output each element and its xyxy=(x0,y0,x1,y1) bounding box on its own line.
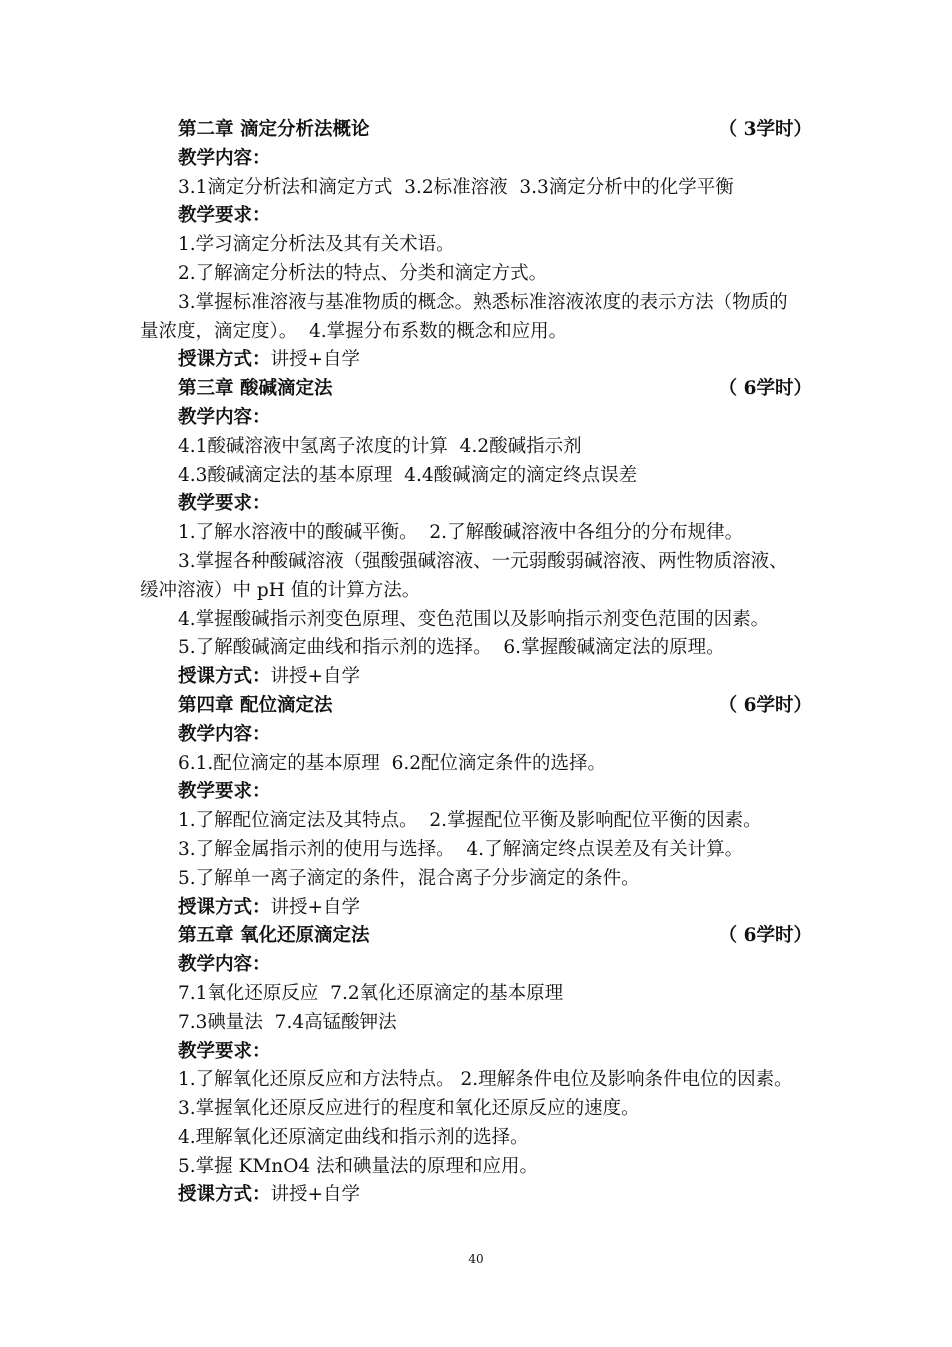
requirement-item: 4.掌握酸碱指示剂变色原理、变色范围以及影响指示剂变色范围的因素。 xyxy=(178,608,770,630)
requirement-item: 5.掌握 KMnO4 法和碘量法的原理和应用。 xyxy=(178,1155,539,1177)
requirement-item: 1.了解配位滴定法及其特点。 2.掌握配位平衡及影响配位平衡的因素。 xyxy=(178,810,762,832)
chapter-title: 第五章 氧化还原滴定法 xyxy=(178,925,370,947)
chapter-title: 第二章 滴定分析法概论 xyxy=(178,119,370,140)
teaching-method-value: 讲授+自学 xyxy=(270,1184,361,1206)
teaching-requirements-label: 教学要求： xyxy=(178,493,271,515)
requirement-item: 5.了解酸碱滴定曲线和指示剂的选择。 6.掌握酸碱滴定法的原理。 xyxy=(178,637,725,659)
requirement-item: 3.掌握氧化还原反应进行的程度和氧化还原反应的速度。 xyxy=(178,1098,640,1120)
chapter-heading xyxy=(140,375,812,404)
requirement-item: 3.掌握标准溶液与基准物质的概念。熟悉标准溶液浓度的表示方法（物质的 xyxy=(178,291,788,313)
teaching-requirements-label: 教学要求： xyxy=(178,205,271,227)
requirement-item: 2.了解滴定分析法的特点、分类和滴定方式。 xyxy=(178,262,548,284)
teaching-method-value: 讲授+自学 xyxy=(270,896,361,918)
chapter-title: 第三章 酸碱滴定法 xyxy=(178,378,333,400)
content-item: 3.1滴定分析法和滴定方式 3.2标准溶液 3.3滴定分析中的化学平衡 xyxy=(178,176,734,198)
chapter-heading xyxy=(140,692,812,721)
chapter-hours: （ 6学时） xyxy=(718,378,812,400)
teaching-method-line xyxy=(140,346,812,375)
syllabus-body xyxy=(140,116,812,1210)
teaching-content-label: 教学内容： xyxy=(178,723,271,745)
content-item: 6.1.配位滴定的基本原理 6.2配位滴定条件的选择。 xyxy=(178,752,606,774)
teaching-method-line xyxy=(140,894,812,923)
chapter-heading xyxy=(140,116,812,145)
chapter-section-5 xyxy=(140,922,812,1210)
content-item: 4.1酸碱溶液中氢离子浓度的计算 4.2酸碱指示剂 xyxy=(178,435,582,457)
content-item: 4.3酸碱滴定法的基本原理 4.4酸碱滴定的滴定终点误差 xyxy=(178,464,638,486)
teaching-method-value: 讲授+自学 xyxy=(270,349,361,371)
teaching-method-label: 授课方式： xyxy=(178,896,271,918)
teaching-content-label: 教学内容： xyxy=(178,147,271,169)
chapter-section-2 xyxy=(140,116,812,375)
chapter-section-4 xyxy=(140,692,812,922)
requirement-item: 1.学习滴定分析法及其有关术语。 xyxy=(178,234,455,256)
content-item: 7.1氧化还原反应 7.2氧化还原滴定的基本原理 xyxy=(178,982,564,1004)
chapter-hours: （ 3学时） xyxy=(718,119,812,140)
requirement-item: 3.了解金属指示剂的使用与选择。 4.了解滴定终点误差及有关计算。 xyxy=(178,838,744,860)
chapter-title: 第四章 配位滴定法 xyxy=(178,694,333,716)
chapter-section-3 xyxy=(140,375,812,692)
chapter-heading xyxy=(140,922,812,951)
requirement-item: 3.掌握各种酸碱溶液（强酸强碱溶液、一元弱酸弱碱溶液、两性物质溶液、 xyxy=(178,550,788,572)
requirement-item: 1.了解水溶液中的酸碱平衡。 2.了解酸碱溶液中各组分的分布规律。 xyxy=(178,522,744,544)
requirement-item: 4.理解氧化还原滴定曲线和指示剂的选择。 xyxy=(178,1126,529,1148)
teaching-requirements-label: 教学要求： xyxy=(178,781,271,803)
chapter-hours: （ 6学时） xyxy=(718,694,812,716)
page-number: 40 xyxy=(468,1252,484,1266)
teaching-method-label: 授课方式： xyxy=(178,1184,271,1206)
teaching-method-line xyxy=(140,663,812,692)
teaching-content-label: 教学内容： xyxy=(178,406,271,428)
teaching-method-label: 授课方式： xyxy=(178,666,271,688)
content-item: 7.3碘量法 7.4高锰酸钾法 xyxy=(178,1011,397,1033)
requirement-item: 5.了解单一离子滴定的条件，混合离子分步滴定的条件。 xyxy=(178,867,640,889)
teaching-requirements-label: 教学要求： xyxy=(178,1040,271,1062)
teaching-method-value: 讲授+自学 xyxy=(270,666,361,688)
teaching-content-label: 教学内容： xyxy=(178,954,271,976)
requirement-item-continuation: 量浓度，滴定度）。 4.掌握分布系数的概念和应用。 xyxy=(140,320,568,342)
teaching-method-line xyxy=(140,1181,812,1210)
chapter-hours: （ 6学时） xyxy=(718,925,812,947)
requirement-item-continuation: 缓冲溶液）中 pH 值的计算方法。 xyxy=(140,579,421,601)
requirement-item: 1.了解氧化还原反应和方法特点。 2.理解条件电位及影响条件电位的因素。 xyxy=(178,1069,793,1091)
teaching-method-label: 授课方式： xyxy=(178,349,271,371)
